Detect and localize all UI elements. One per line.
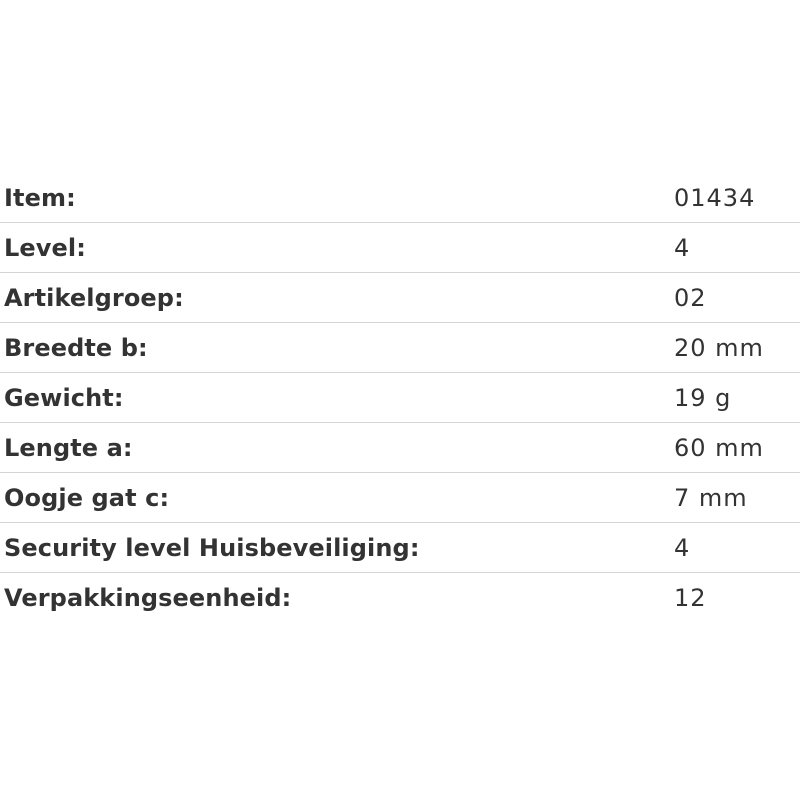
spec-table [0,173,800,622]
spec-value: 20 mm [674,333,764,362]
spec-label: Level: [4,233,86,262]
spec-value: 4 [674,533,691,562]
spec-row-level [0,223,800,273]
spec-value: 12 [674,583,707,612]
spec-value: 7 mm [674,483,748,512]
spec-value: 19 g [674,383,732,412]
spec-row-artikelgroep [0,273,800,323]
spec-label: Item: [4,183,76,212]
spec-row-item [0,173,800,223]
spec-value: 02 [674,283,707,312]
spec-label: Gewicht: [4,383,124,412]
spec-label: Lengte a: [4,433,133,462]
spec-row-security-level [0,523,800,573]
spec-label: Oogje gat c: [4,483,170,512]
spec-label: Breedte b: [4,333,148,362]
spec-row-oogje-gat [0,473,800,523]
spec-row-breedte [0,323,800,373]
spec-row-lengte [0,423,800,473]
spec-label: Verpakkingseenheid: [4,583,292,612]
spec-value: 4 [674,233,691,262]
spec-label: Artikelgroep: [4,283,184,312]
spec-value: 01434 [674,183,756,212]
spec-row-verpakkingseenheid [0,573,800,622]
spec-label: Security level Huisbeveiliging: [4,533,420,562]
spec-value: 60 mm [674,433,764,462]
spec-row-gewicht [0,373,800,423]
